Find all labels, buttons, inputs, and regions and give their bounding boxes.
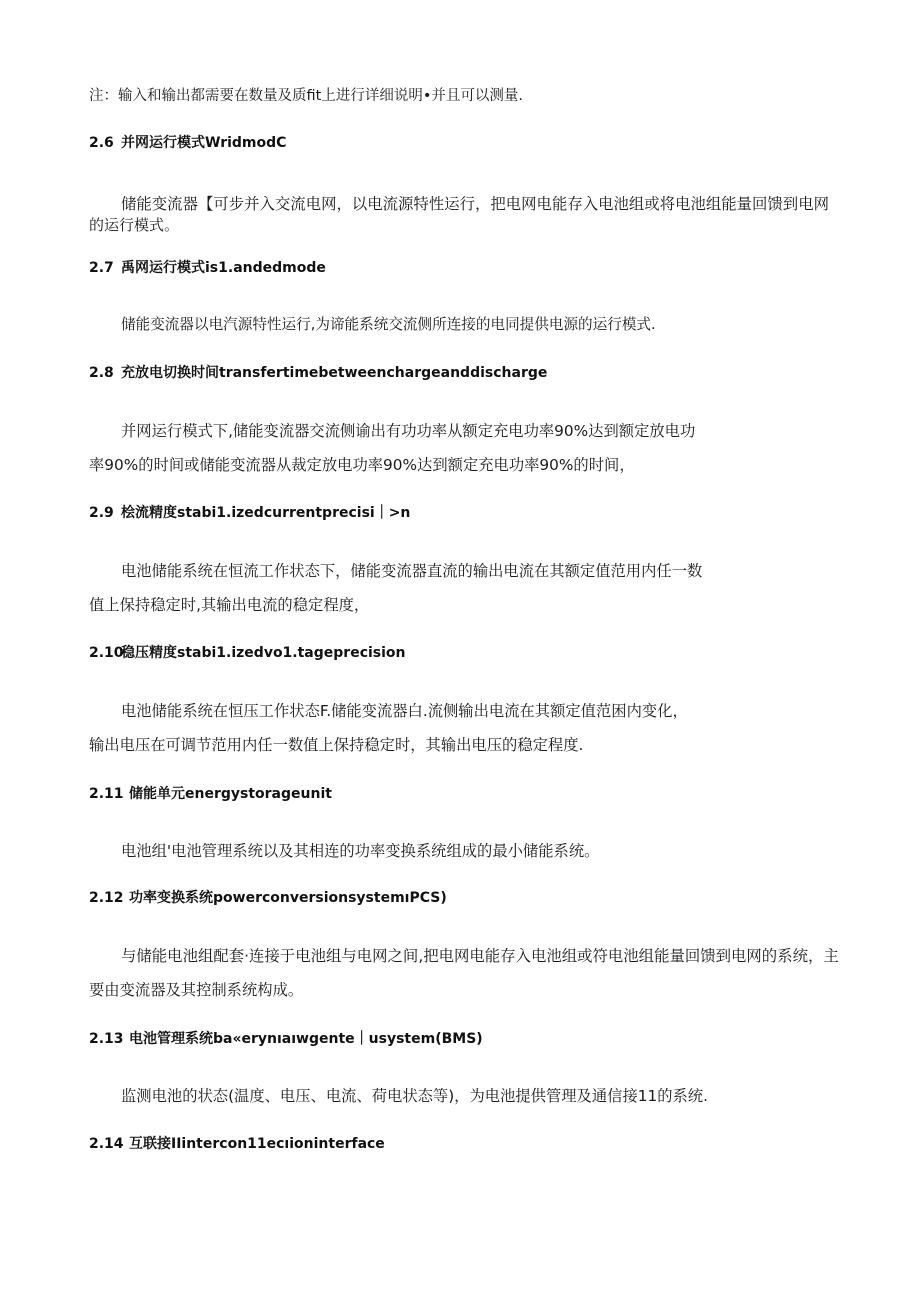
section-number: 2.12 bbox=[89, 890, 124, 906]
section-number: 2.6 bbox=[89, 135, 114, 151]
paragraph-line: 输出电压在可调节范用内任一数值上保持稳定时，其输出电压的稳定程度. bbox=[89, 736, 584, 754]
section-heading bbox=[89, 1134, 385, 1154]
paragraph-line: 监测电池的状态(温度、电压、电流、荷电状态等)，为电池提供管理及通信接11的系统. bbox=[121, 1087, 708, 1105]
section-title: 并网运行模式WridmodС bbox=[121, 135, 287, 151]
paragraph-line: 与储能电池组配套·连接于电池组与电网之间,把电网电能存入电池组或符电池组能量回馈到电网的系统，主 bbox=[121, 947, 839, 965]
section-heading bbox=[89, 784, 332, 804]
section-title: 禹网运行模式is1.andedmode bbox=[121, 260, 326, 276]
section-heading bbox=[89, 643, 406, 663]
section-number: 2.7 bbox=[89, 260, 114, 276]
section-number: 2.9 bbox=[89, 505, 114, 521]
paragraph-line: 电池组'电池管理系统以及其相连的功率变换系统组成的最小储能系统。 bbox=[121, 842, 600, 860]
section-heading bbox=[89, 888, 447, 908]
section-title: 储能单元energystorageunit bbox=[129, 786, 332, 802]
section-title: 功率变换系统powerconversionsystemıPCS) bbox=[129, 890, 447, 906]
section-title: 互联接IIintercon11ecıioninterface bbox=[129, 1136, 385, 1152]
paragraph-line: 电池储能系统在恒流工作状态下，储能变流器直流的输出电流在其额定值范用内任一数 bbox=[121, 562, 703, 580]
paragraph-line: 电池储能系统在恒压工作状态F.储能变流器白.流侧输出电流在其额定值范困内变化， bbox=[121, 702, 688, 720]
section-title: 充放电切换时间transfertimebetweenchargeanddischarge bbox=[121, 365, 548, 381]
section-title: 桧流精度stabi1.izedcurrentprecisi｜>n bbox=[121, 505, 411, 521]
section-heading bbox=[89, 133, 286, 153]
section-heading bbox=[89, 363, 547, 383]
paragraph-line: 的运行模式。 bbox=[89, 216, 180, 234]
section-number: 2.13 bbox=[89, 1031, 124, 1047]
section-heading bbox=[89, 503, 410, 523]
section-number: 2.8 bbox=[89, 365, 114, 381]
paragraph-line: 储能变流器以电汽源特性运行,为谛能系统交流侧所连接的电同提供电源的运行模式. bbox=[121, 316, 656, 333]
paragraph-line: 率90%的时间或储能变流器从裁定放电功率90%达到额定充电功率90%的时间， bbox=[89, 456, 635, 474]
note-text: 注：输入和输出都需要在数量及质fit上进行详细说明•并且可以测量. bbox=[89, 88, 523, 104]
section-title: 稳压精度stabi1.izedvo1.tageprecision bbox=[121, 645, 406, 661]
section-title: 电池管理系统ba«erynıaıwgentе｜usystem(BMS) bbox=[129, 1031, 483, 1047]
section-heading bbox=[89, 1029, 483, 1049]
paragraph-line: 值上保持稳定时,其输出电流的稳定程度， bbox=[89, 596, 370, 614]
section-heading bbox=[89, 258, 326, 278]
section-number: 2.11 bbox=[89, 786, 124, 802]
section-number: 2.10 bbox=[89, 645, 124, 661]
section-number: 2.14 bbox=[89, 1136, 124, 1152]
paragraph-line: 并网运行模式下,储能变流器交流侧谕出有功功率从额定充电功率90%达到额定放电功 bbox=[121, 422, 696, 440]
paragraph-line: 要由变流器及其控制系统构成。 bbox=[89, 981, 304, 999]
paragraph-line: 储能变流器【可步并入交流电网，以电流源特性运行，把电网电能存入电池组或将电池组能量回馈到电网 bbox=[121, 195, 829, 213]
